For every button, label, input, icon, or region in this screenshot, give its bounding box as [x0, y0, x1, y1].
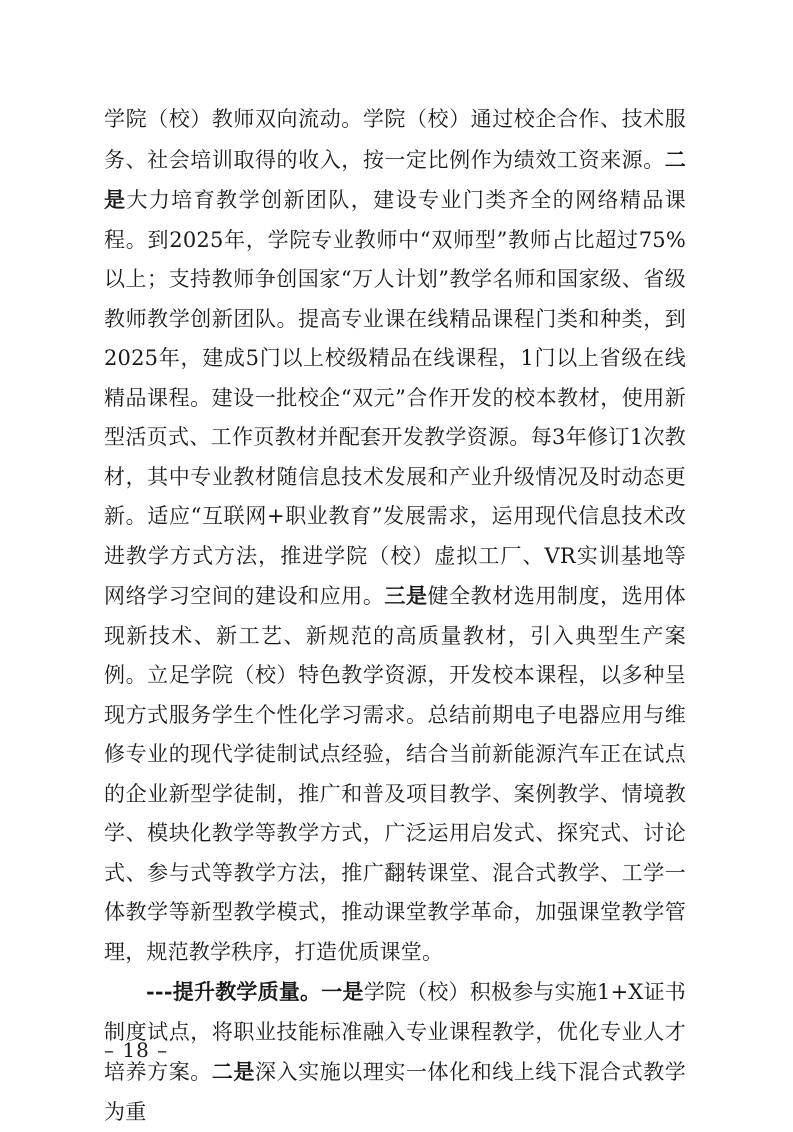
point-two-text: 大力培育教学创新团队，建设专业门类齐全的网络精品课程。到2025年，学院专业教师中“双师型”教师占比超过75%以上；支持教师争创国家“万人计划”教学名师和国家级、省级教师教学创新团队。提高专业课在线精品课程门类和种类，到2025年，建成5门以上校级精品在线课程，1门以上省级在线精品课程。建设一批校企“双元”合作开发的校本教材，使用新型活页式、工作页教材并配套开发教学资源。每3年修订1次教材，其中专业教材随信息技术发展和产业升级情况及时动态更新。适应“互联网+职业教育”发展需求，运用现代信息技术改进教学方式方法，推进学院（校）虚拟工厂、VR实训基地等网络学习空间的建设和应用。 [104, 188, 687, 608]
paragraph-1-intro: 学院（校）教师双向流动。学院（校）通过校企合作、技术服务、社会培训取得的收入，按一定比例作为绩效工资来源。 [104, 107, 686, 172]
paragraph-1 [104, 100, 686, 972]
point-three-text: 健全教材选用制度，选用体现新技术、新工艺、新规范的高质量教材，引入典型生产案例。立足学院（校）特色教学资源，开发校本课程，以多种呈现方式服务学生个性化学习需求。总结前期电子电器应用与维修专业的现代学徒制试点经验，结合当前新能源汽车正在试点的企业新型学徒制，推广和普及项目教学、案例教学、情境教学、模块化教学等教学方式，广泛运用启发式、探究式、讨论式、参与式等教学方法，推广翻转课堂、混合式教学、工学一体教学等新型教学模式，推动课堂教学革命，加强课堂教学管理，规范教学秩序，打造优质课堂。 [104, 584, 686, 964]
section-point-one-text: 学院（校）积极参与实施1+X证书制度试点，将职业技能标准融入专业课程教学，优化专业人才培养方案。 [104, 980, 686, 1084]
section-point-two-text: 深入实施以理实一体化和线上线下混合式教学为重 [104, 1060, 687, 1124]
page-number: – 18 – [104, 1038, 169, 1062]
section-point-two-marker: 二是 [211, 1059, 255, 1084]
point-two-marker: 二是 [104, 146, 686, 212]
point-three-marker: 三是 [384, 583, 428, 608]
section-point-one-marker: 一是 [321, 979, 364, 1004]
section-heading: ---提升教学质量。 [146, 979, 322, 1004]
body-text [104, 100, 686, 1132]
paragraph-2 [104, 972, 686, 1132]
